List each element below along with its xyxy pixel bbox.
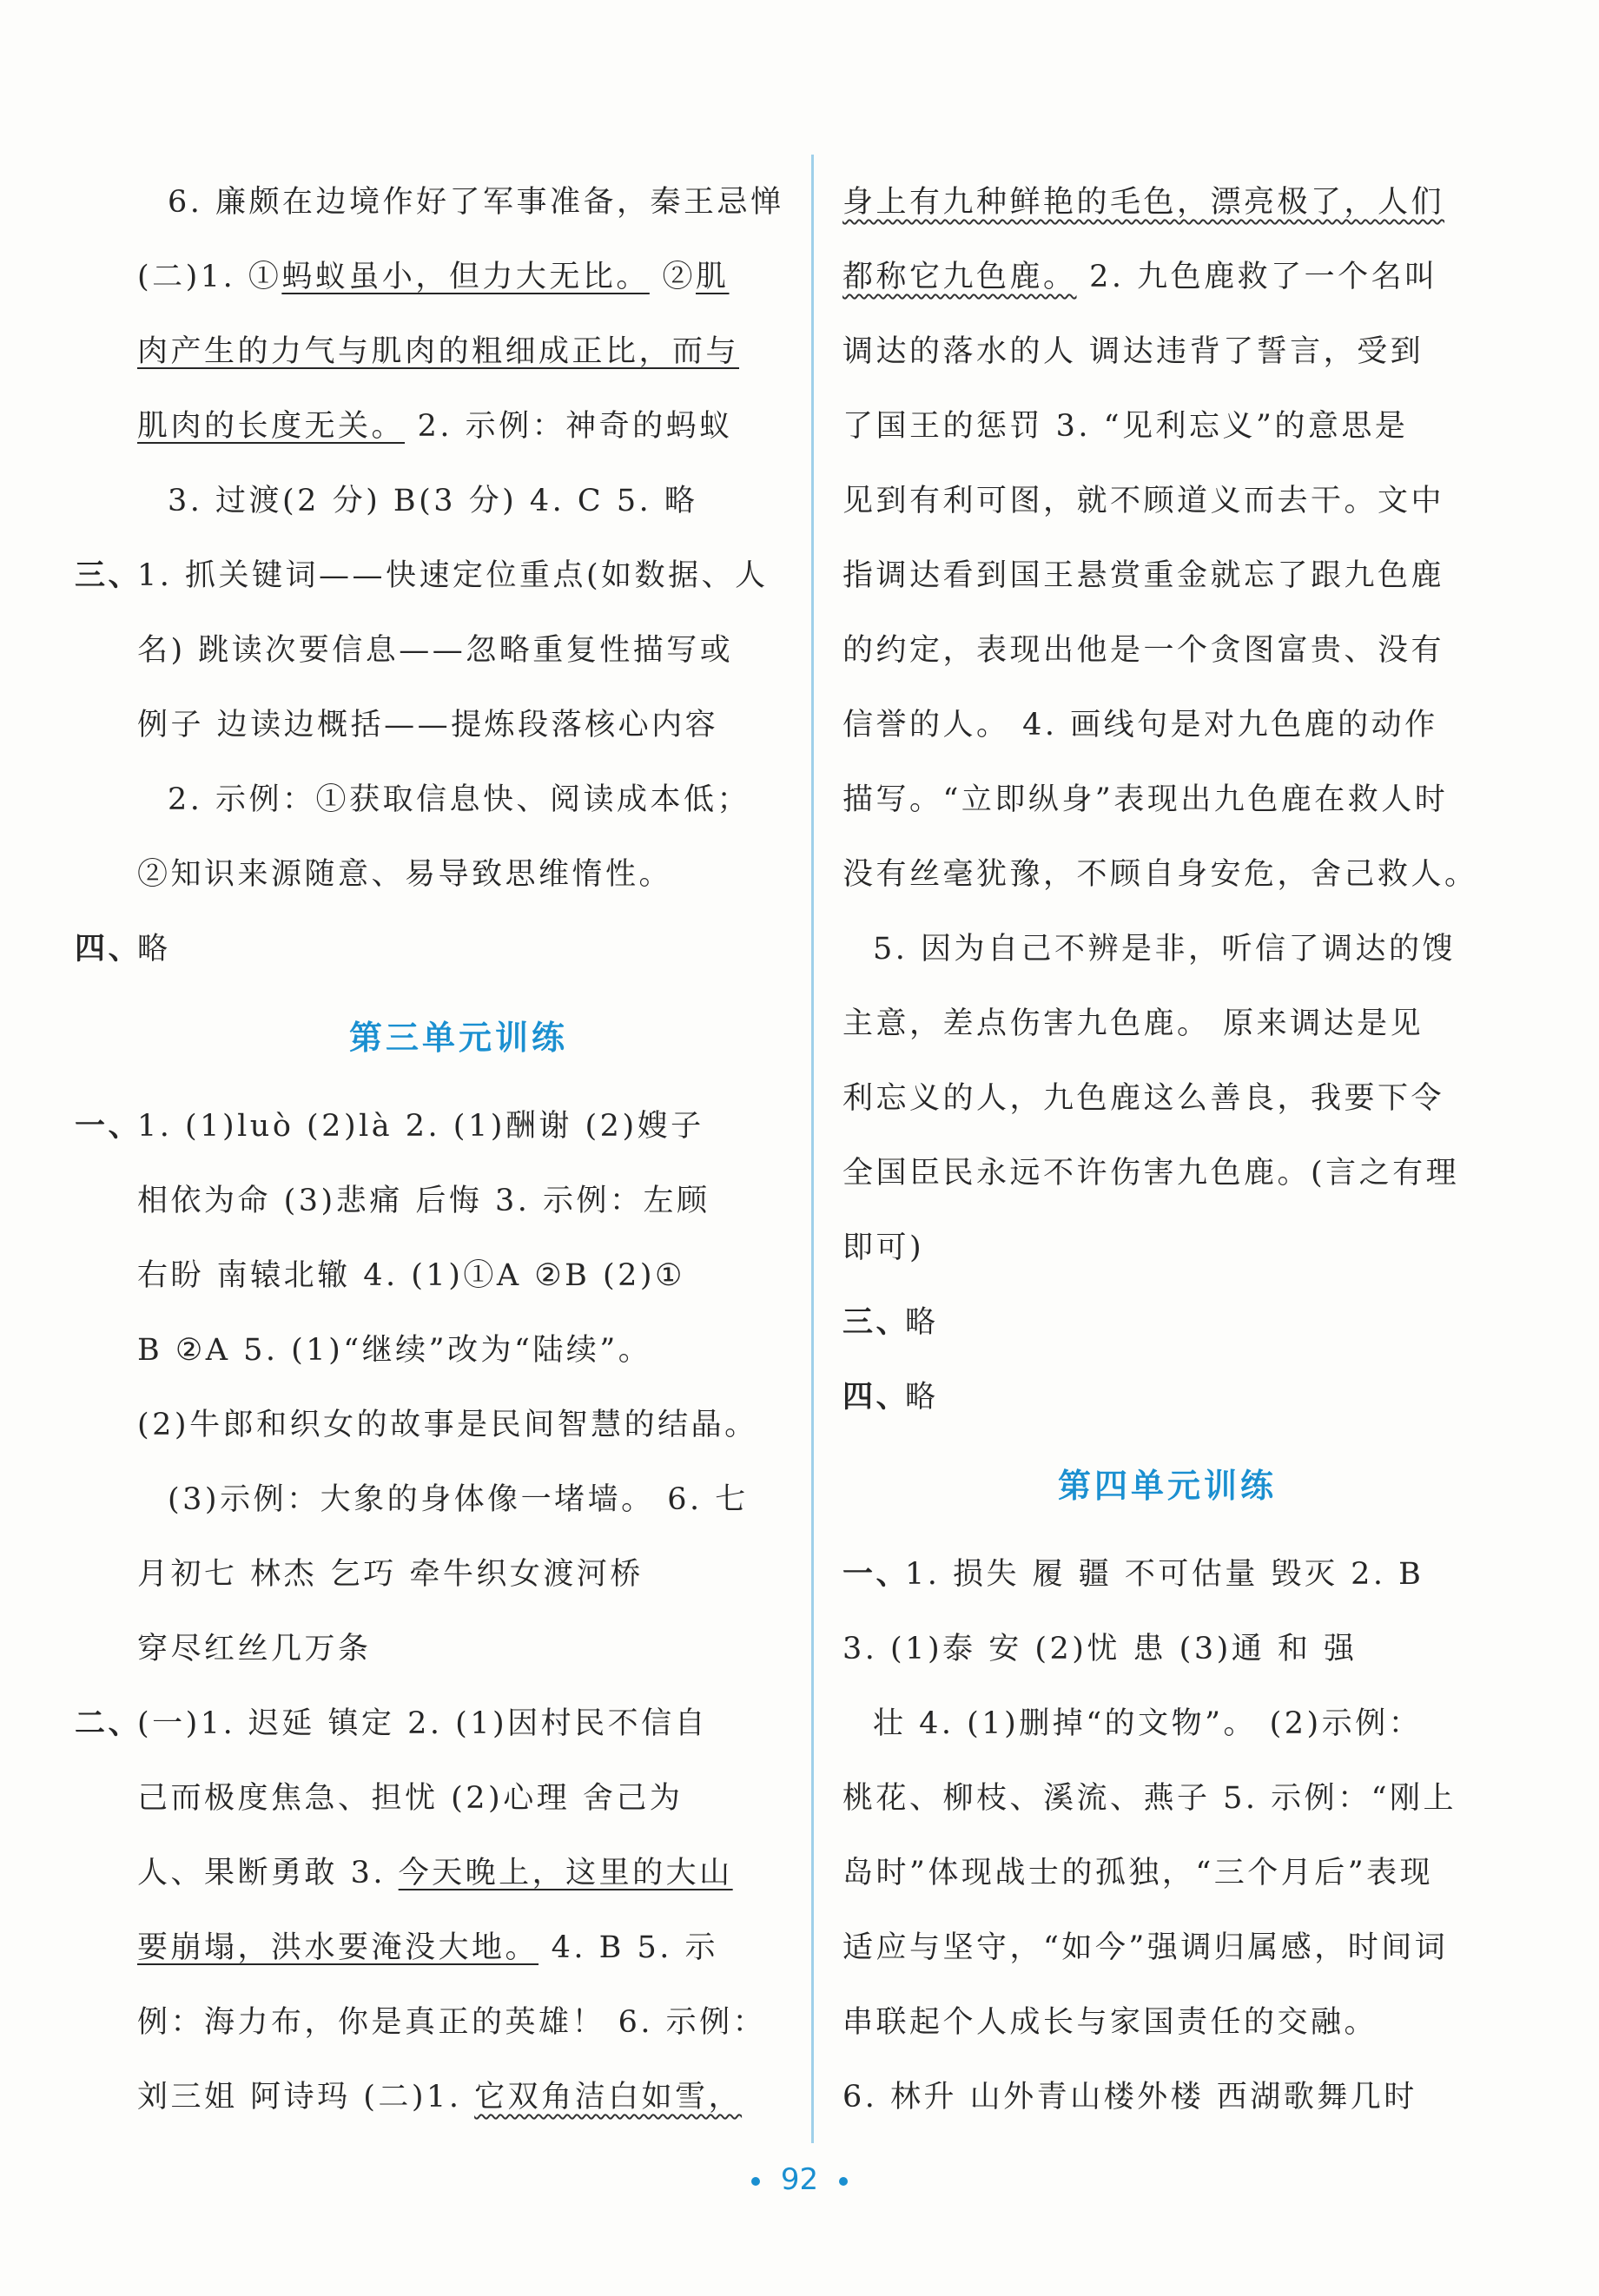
answer-text: 即可) — [842, 1230, 925, 1265]
answer-line — [75, 912, 780, 986]
answer-text: B ②A 5. (1)“继续”改为“陆续”。 — [137, 1333, 652, 1368]
answer-text: 5. 因为自己不辨是非，听信了调达的馊 — [873, 932, 1457, 967]
answer-line — [137, 1388, 780, 1462]
answer-text: 信誉的人。 4. 画线句是对九色鹿的动作 — [842, 708, 1438, 742]
answer-text: 见到有利可图，就不顾道义而去干。文中 — [842, 484, 1445, 518]
answer-line — [842, 165, 1492, 240]
answer-line — [137, 613, 780, 688]
answer-text: 例子 边读边概括——提炼段落核心内容 — [137, 708, 719, 742]
answer-line — [75, 1686, 780, 1761]
section-marker: 四、 — [842, 1379, 910, 1415]
answer-line — [842, 1211, 1492, 1285]
answer-line — [842, 1285, 1492, 1360]
underlined-text: 蚂蚁虽小，但力大无比。 — [281, 260, 650, 294]
answer-text: 人、果断勇敢 3. — [137, 1856, 399, 1890]
answer-line — [842, 1836, 1492, 1910]
answer-text: 月初七 林杰 乞巧 牵牛织女渡河桥 — [137, 1557, 644, 1592]
section-marker: 四、 — [75, 931, 142, 967]
answer-text: 2. 示例：①获取信息快、阅读成本低； — [168, 782, 751, 817]
answer-text: 4. B 5. 示 — [539, 1930, 719, 1965]
answer-text: 全国臣民永远不许伤害九色鹿。(言之有理 — [842, 1156, 1460, 1191]
answer-line — [137, 1313, 780, 1388]
answer-line — [842, 1136, 1492, 1211]
answer-text: (2)牛郎和织女的故事是民间智慧的结晶。 — [137, 1408, 758, 1442]
answer-line — [137, 688, 780, 762]
answer-text: 岛时”体现战士的孤独，“三个月后”表现 — [842, 1856, 1434, 1890]
answer-line — [873, 912, 1492, 986]
answer-text: 己而极度焦急、担忧 (2)心理 舍己为 — [137, 1781, 684, 1816]
answer-line — [842, 538, 1492, 613]
underlined-text: 身上有九种鲜艳的毛色，漂亮极了，人们 — [842, 185, 1445, 220]
section-marker: 三、 — [75, 558, 142, 593]
underlined-text: 它双角洁白如雪， — [474, 2080, 743, 2115]
answer-text: 了国王的惩罚 3. “见利忘义”的意思是 — [842, 409, 1409, 444]
answer-line — [842, 1537, 1492, 1612]
answer-line — [842, 1761, 1492, 1836]
underlined-text: 今天晚上，这里的大山 — [398, 1856, 733, 1890]
answer-line — [842, 314, 1492, 389]
answer-text: 穿尽红丝几万条 — [137, 1632, 372, 1666]
answer-text: 2. 九色鹿救了一个名叫 — [1076, 260, 1438, 294]
answer-text: 6. 廉颇在边境作好了军事准备，秦王忌惮 — [168, 185, 784, 220]
answer-text: 桃花、柳枝、溪流、燕子 5. 示例：“刚上 — [842, 1781, 1457, 1816]
answer-text: 相依为命 (3)悲痛 后悔 3. 示例：左顾 — [137, 1184, 710, 1218]
underlined-text: 肌肉的长度无关。 — [137, 409, 406, 444]
answer-text: 1. (1)luò (2)là 2. (1)酬谢 (2)嫂子 — [137, 1109, 704, 1144]
answer-text: 刘三姐 阿诗玛 (二)1. — [137, 2080, 475, 2115]
answer-line — [842, 1985, 1492, 2060]
answer-text: 1. 抓关键词——快速定位重点(如数据、人 — [137, 558, 769, 593]
answer-text: 略 — [905, 1305, 939, 1340]
footer-dot-right — [839, 2177, 848, 2186]
answer-text: 略 — [905, 1380, 939, 1415]
answer-text: 壮 4. (1)删掉“的文物”。 (2)示例： — [873, 1706, 1423, 1741]
answer-line — [842, 762, 1492, 837]
answer-line — [842, 613, 1492, 688]
section-marker: 一、 — [75, 1108, 142, 1144]
answer-line — [842, 1360, 1492, 1435]
underlined-text: 都称它九色鹿。 — [842, 260, 1077, 294]
section-title: 第三单元训练 — [348, 1019, 568, 1057]
answer-text: 6. 林升 山外青山楼外楼 西湖歌舞几时 — [842, 2080, 1417, 2115]
answer-line — [137, 2060, 780, 2134]
answer-text: 串联起个人成长与家国责任的交融。 — [842, 2005, 1378, 2040]
answer-text: 右盼 南辕北辙 4. (1)①A ②B (2)① — [137, 1258, 685, 1293]
answer-line — [137, 1836, 780, 1910]
answer-text: 2. 示例：神奇的蚂蚁 — [405, 409, 733, 444]
answer-text: 的约定，表现出他是一个贪图富贵、没有 — [842, 633, 1445, 668]
answer-line — [168, 165, 784, 240]
answer-line — [137, 1910, 780, 1985]
answer-line — [842, 1061, 1492, 1136]
page-number: 92 — [780, 2162, 819, 2197]
answer-text: (3)示例：大象的身体像一堵墙。 6. 七 — [168, 1482, 749, 1517]
answer-line — [137, 1238, 780, 1313]
answer-text: 描写。“立即纵身”表现出九色鹿在救人时 — [842, 782, 1449, 817]
answer-text: (二)1. ① — [137, 260, 282, 294]
footer-dot-left — [751, 2177, 760, 2186]
answer-text: ② — [649, 260, 696, 294]
section-title: 第四单元训练 — [1057, 1467, 1277, 1505]
answer-line — [842, 986, 1492, 1061]
answer-text: 指调达看到国王悬赏重金就忘了跟九色鹿 — [842, 558, 1445, 593]
answer-line — [873, 1686, 1492, 1761]
answer-text: (一)1. 迟延 镇定 2. (1)因村民不信自 — [137, 1706, 709, 1741]
answer-line — [168, 762, 780, 837]
answer-text: 没有丝毫犹豫，不顾自身安危，舍己救人。 — [842, 857, 1478, 892]
answer-line — [137, 314, 780, 389]
answer-line — [137, 1985, 780, 2060]
answer-line — [842, 837, 1492, 912]
section-marker: 三、 — [842, 1304, 910, 1340]
answer-line — [842, 1910, 1492, 1985]
underlined-text: 肌 — [696, 260, 730, 294]
column-divider — [811, 155, 814, 2143]
answer-line — [137, 1537, 780, 1612]
answer-line — [842, 2060, 1492, 2134]
answer-text: 适应与坚守，“如今”强调归属感，时间词 — [842, 1930, 1449, 1965]
left-column — [75, 165, 784, 2134]
answer-line — [168, 1462, 780, 1537]
answer-text: 主意，差点伤害九色鹿。 原来调达是见 — [842, 1006, 1424, 1041]
page-footer — [0, 2162, 1599, 2197]
answer-line — [137, 837, 780, 912]
answer-line — [842, 389, 1492, 464]
answer-line — [168, 464, 780, 538]
answer-line — [75, 538, 780, 613]
underlined-text: 要崩塌，洪水要淹没大地。 — [137, 1930, 539, 1965]
answer-text: 3. 过渡(2 分) B(3 分) 4. C 5. 略 — [168, 484, 698, 518]
answer-line — [842, 688, 1492, 762]
right-column — [842, 165, 1492, 2134]
answer-text: 利忘义的人，九色鹿这么善良，我要下令 — [842, 1081, 1445, 1116]
answer-text: ②知识来源随意、易导致思维惰性。 — [137, 857, 673, 892]
answer-line — [137, 1761, 780, 1836]
answer-text: 调达的落水的人 调达违背了誓言，受到 — [842, 334, 1424, 369]
answer-line — [842, 1612, 1492, 1686]
answer-line — [137, 389, 780, 464]
section-marker: 一、 — [842, 1556, 910, 1592]
answer-line — [75, 1089, 780, 1164]
answer-line — [137, 1164, 780, 1238]
answer-line — [842, 464, 1492, 538]
answer-line — [137, 1612, 780, 1686]
answer-text: 1. 损失 履 疆 不可估量 毁灭 2. B — [905, 1557, 1424, 1592]
answer-text: 名) 跳读次要信息——忽略重复性描写或 — [137, 633, 734, 668]
section-marker: 二、 — [75, 1706, 142, 1741]
answer-text: 略 — [137, 932, 171, 967]
underlined-text: 肉产生的力气与肌肉的粗细成正比，而与 — [137, 334, 740, 369]
answer-line — [137, 240, 780, 314]
answer-text: 例：海力布，你是真正的英雄！ 6. 示例： — [137, 2005, 767, 2040]
answer-text: 3. (1)泰 安 (2)忧 患 (3)通 和 强 — [842, 1632, 1358, 1666]
answer-line — [842, 240, 1492, 314]
